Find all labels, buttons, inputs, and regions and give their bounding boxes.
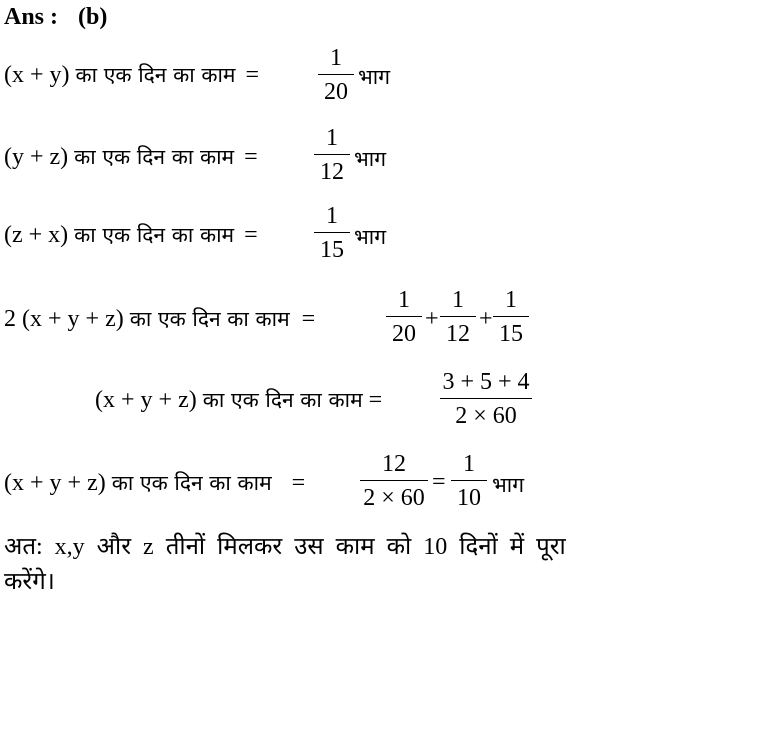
denominator: 15 xyxy=(499,321,523,347)
fraction-bar xyxy=(451,480,487,481)
unit: भाग xyxy=(354,147,387,171)
hindi-text: का एक दिन का काम xyxy=(111,471,272,495)
fraction-bar xyxy=(386,316,422,317)
fraction xyxy=(440,286,476,348)
numerator: 1 xyxy=(326,125,338,151)
fraction-bar xyxy=(440,316,476,317)
equals: = xyxy=(244,144,258,170)
denominator: 12 xyxy=(320,159,344,185)
expr: (x + y) xyxy=(4,62,70,88)
fraction xyxy=(493,286,529,348)
denominator: 20 xyxy=(324,79,348,105)
expr: (y + z) xyxy=(4,144,69,170)
denominator: 20 xyxy=(392,321,416,347)
conclusion-line-1: अत: x,y और z तीनों मिलकर उस काम को 10 दिनों में पूरा xyxy=(4,534,566,560)
answer-option: (b) xyxy=(78,4,108,30)
expr: (x + y + z) xyxy=(95,387,197,413)
numerator: 1 xyxy=(505,287,517,313)
numerator: 1 xyxy=(452,287,464,313)
unit: भाग xyxy=(492,473,525,497)
hindi-text: का एक दिन का काम xyxy=(202,388,363,412)
fraction-bar xyxy=(440,398,532,399)
fraction xyxy=(314,124,350,186)
equals: = xyxy=(301,306,316,332)
fraction-bar xyxy=(314,154,350,155)
denominator: 15 xyxy=(320,237,344,263)
numerator: 3 + 5 + 4 xyxy=(442,369,530,395)
numerator: 1 xyxy=(326,203,338,229)
equals: = xyxy=(291,470,306,496)
expr: (z + x) xyxy=(4,222,69,248)
expr: (x + y + z) xyxy=(4,470,106,496)
fraction xyxy=(314,202,350,264)
numerator: 1 xyxy=(330,45,342,71)
equation-line-2 xyxy=(4,143,258,171)
fraction-bar xyxy=(318,74,354,75)
hindi-text: का एक दिन का काम xyxy=(74,223,235,247)
plus-sign: + xyxy=(479,306,493,332)
numerator: 12 xyxy=(382,451,406,477)
equals: = xyxy=(244,222,258,248)
equation-line-5 xyxy=(95,386,382,414)
equals-sign: = xyxy=(432,469,446,495)
equals: = xyxy=(245,62,260,88)
denominator: 2 × 60 xyxy=(455,403,517,429)
equation-line-1 xyxy=(4,61,259,89)
plus-sign: + xyxy=(425,306,439,332)
equation-line-4 xyxy=(4,305,315,333)
hindi-text: का एक दिन का काम xyxy=(75,63,236,87)
equals: = xyxy=(368,387,383,413)
fraction xyxy=(451,450,487,512)
expr: 2 (x + y + z) xyxy=(4,306,124,332)
answer-label: Ans : xyxy=(4,4,59,30)
fraction xyxy=(318,44,354,106)
unit: भाग xyxy=(354,225,387,249)
hindi-text: का एक दिन का काम xyxy=(74,145,235,169)
fraction xyxy=(440,368,532,430)
fraction xyxy=(360,450,428,512)
conclusion-line-2: करेंगे। xyxy=(4,569,55,595)
fraction-bar xyxy=(360,480,428,481)
hindi-text: का एक दिन का काम xyxy=(129,307,290,331)
fraction-bar xyxy=(314,232,350,233)
denominator: 12 xyxy=(446,321,470,347)
equation-line-3 xyxy=(4,221,258,249)
denominator: 2 × 60 xyxy=(363,485,425,511)
fraction xyxy=(386,286,422,348)
numerator: 1 xyxy=(463,451,475,477)
equation-line-6 xyxy=(4,469,305,497)
numerator: 1 xyxy=(398,287,410,313)
answer-heading xyxy=(4,4,107,31)
fraction-bar xyxy=(493,316,529,317)
unit: भाग xyxy=(358,65,391,89)
denominator: 10 xyxy=(457,485,481,511)
